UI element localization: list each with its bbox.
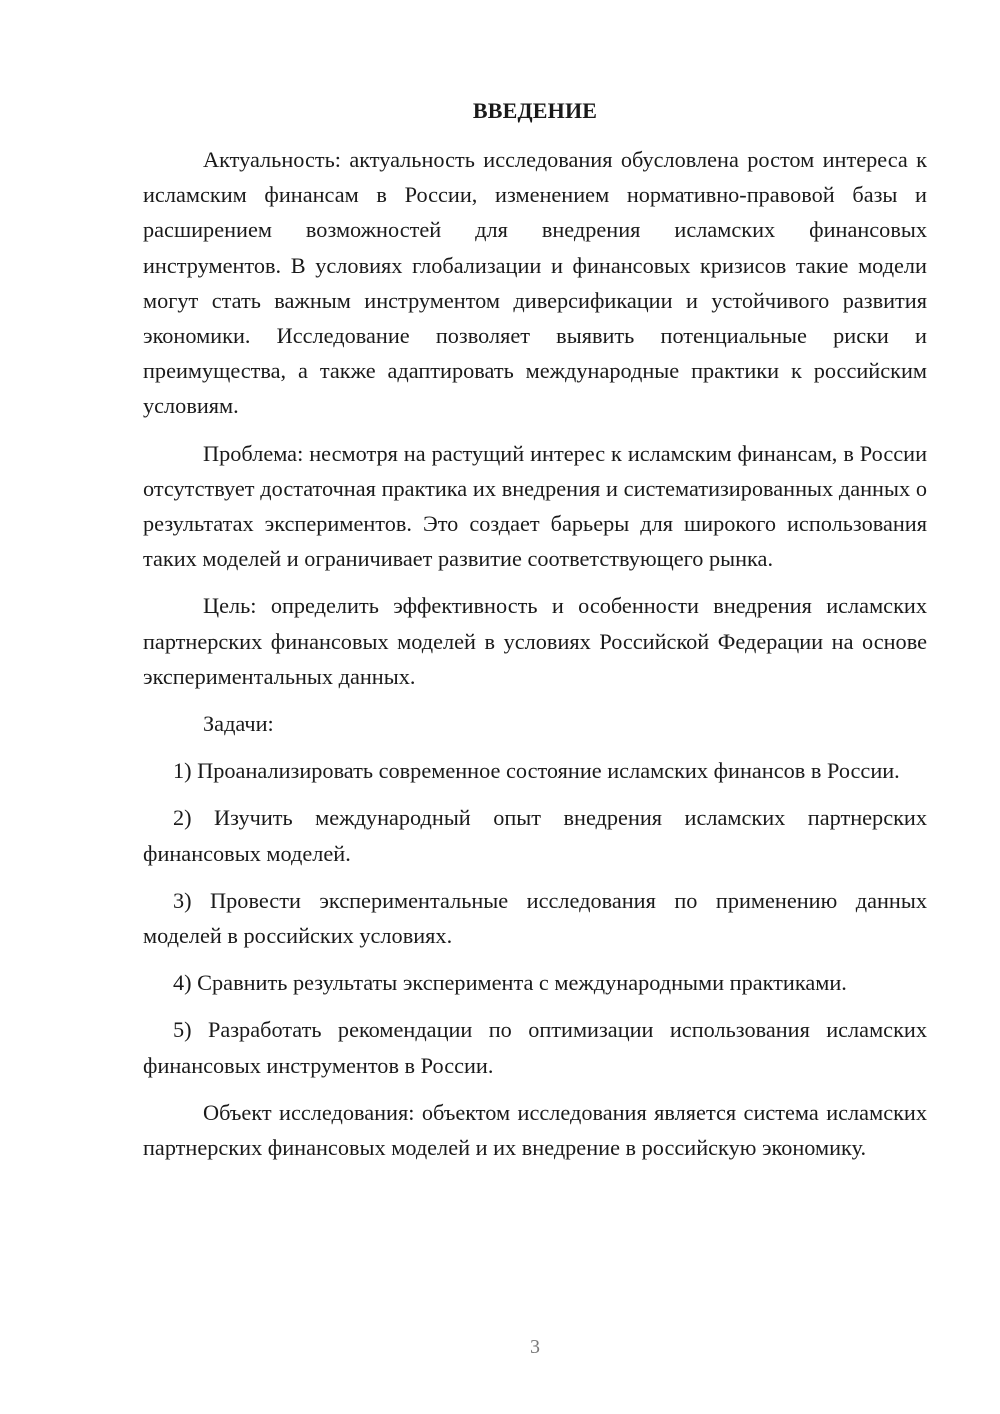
page-number: 3 [530,1336,540,1358]
task-item-2: 2) Изучить международный опыт внедрения исламских партнерских финансовых моделей. [143,805,927,866]
document-body [143,142,927,1177]
object-paragraph: Объект исследования: объектом исследования является система исламских партнерских финансовых моделей и их внедрение в российскую экономику. [143,1099,927,1161]
goal-paragraph: Цель: определить эффективность и особенности внедрения исламских партнерских финансовых моделей в условиях Российской Федерации на основе экспериментальных данных. [143,593,927,689]
relevance-paragraph: Актуальность: актуальность исследования обусловлена ростом интереса к исламским финансам в России, изменением нормативно-правовой базы и расширением возможностей для внедрения исламских финансовых инструментов. В условиях глобализации и финансовых кризисов такие модели могут стать важным инструментом диверсификации и устойчивого развития экономики. Исследование позволяет выявить потенциальные риски и преимущества, а также адаптировать международные практики к российским условиям. [143,147,927,419]
tasks-label: Задачи: [203,711,274,737]
task-item-5: 5) Разработать рекомендации по оптимизации использования исламских финансовых инструментов в России. [143,1017,927,1078]
task-item-1: 1) Проанализировать современное состояние исламских финансов в России. [173,758,900,784]
page-title: ВВЕДЕНИЕ [472,98,598,123]
task-item-3: 3) Провести экспериментальные исследования по применению данных моделей в российских условиях. [143,887,927,949]
task-item-4: 4) Сравнить результаты эксперимента с международными практиками. [173,970,847,996]
problem-paragraph: Проблема: несмотря на растущий интерес к исламским финансам, в России отсутствует достаточная практика их внедрения и систематизированных данных о результатах экспериментов. Это создает барьеры для широкого использования таких моделей и ограничивает развитие соответствующего рынка. [143,440,927,572]
document-page [143,0,927,1414]
